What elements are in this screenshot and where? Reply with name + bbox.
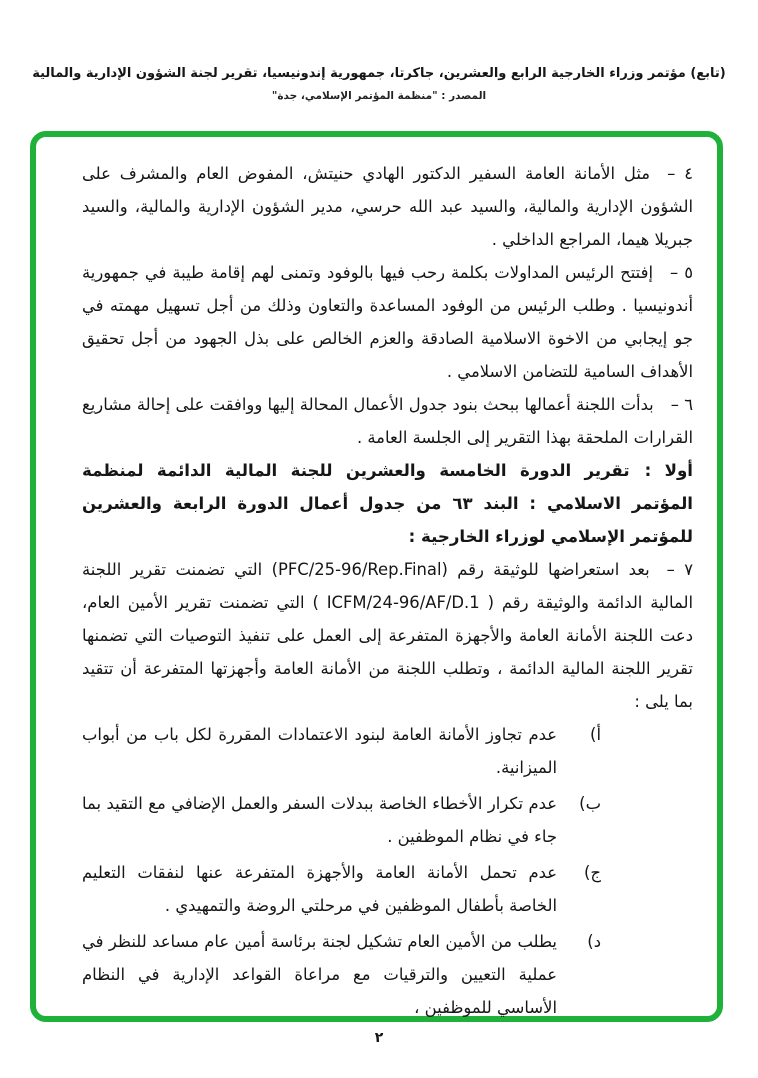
item-number: ٥ – [670, 263, 694, 282]
section-heading-text: تقرير الدورة الخامسة والعشرين للجنة المالية الدائمة لمنظمة المؤتمر الاسلامي : البند ٦٣ من جدول أعمال الدورة الرابعة والعشرين للمؤتمر الإسلامي لوزراء الخارجية : [82, 461, 693, 546]
subitem-text: عدم تكرار الأخطاء الخاصة ببدلات السفر والعمل الإضافي مع التقيد بما جاء في نظام الموظفين . [82, 794, 557, 846]
subitem-letter: ب) [579, 794, 601, 813]
subitem-text: عدم تجاوز الأمانة العامة لبنود الاعتمادات المقررة لكل باب من أبواب الميزانية. [82, 725, 557, 777]
numbered-item-7 [82, 553, 693, 718]
document-body [82, 157, 693, 1024]
subitem-b [82, 787, 601, 853]
item-text: إفتتح الرئيس المداولات بكلمة رحب فيها بالوفود وتمنى لهم إقامة طيبة في جمهورية أندونيسيا . وطلب الرئيس من الوفود المساعدة والتعاون وذلك من أجل تسهيل مهمته في جو إيجابي من الاخوة الاسلامية الصادقة والعزم الخالص على بذل الجهود من أجل تحقيق الأهداف السامية للتضامن الاسلامي . [82, 263, 693, 381]
section-heading-label: أولا : [644, 461, 693, 480]
subitem-a [82, 718, 601, 784]
subitem-c [82, 856, 601, 922]
subitem-letter: أ) [590, 725, 601, 744]
item-text: بعد استعراضها للوثيقة رقم ‎(PFC/25-96/Rep.Final)‎ التي تضمنت تقرير اللجنة المالية الدائمة والوثيقة رقم ‎( ICFM/24-96/AF/D.1 )‎ التي تضمنت تقرير الأمين العام، دعت اللجنة الأمانة العامة والأجهزة المتفرعة إلى العمل على تنفيذ التوصيات التي تضمنها تقرير اللجنة المالية الدائمة ، وتطلب اللجنة من الأمانة العامة وأجهزتها المتفرعة أن تتقيد بما يلى : [82, 560, 694, 711]
item-number: ٤ – [667, 164, 693, 183]
document-frame [30, 131, 723, 1022]
subitem-text: عدم تحمل الأمانة العامة والأجهزة المتفرعة عنها لنفقات التعليم الخاصة بأطفال الموظفين في مرحلتي الروضة والتمهيدي . [82, 863, 557, 915]
document-source: المصدر : "منظمة المؤتمر الإسلامي، جدة" [271, 90, 487, 102]
document-title: (تابع) مؤتمر وزراء الخارجية الرابع والعشرين، جاكرتا، جمهورية إندونيسيا، تقرير لجنة الشؤون الإدارية والمالية [32, 66, 726, 81]
item-text: مثل الأمانة العامة السفير الدكتور الهادي حنيتش، المفوض العام والمشرف على الشؤون الإدارية والمالية، والسيد عبد الله حرسي، مدير الشؤون الإدارية والمالية، والسيد جبريلا هيما، المراجع الداخلي . [82, 164, 693, 249]
subitem-d [82, 925, 601, 1024]
numbered-item-5 [82, 256, 693, 388]
item-text: بدأت اللجنة أعمالها ببحث بنود جدول الأعمال المحالة إليها ووافقت على إحالة مشاريع القرارات الملحقة بهذا التقرير إلى الجلسة العامة . [82, 395, 693, 447]
item-number: ٧ – [666, 560, 694, 579]
page-number: ٢ [374, 1030, 384, 1046]
numbered-item-4 [82, 157, 693, 256]
subitem-text: يطلب من الأمين العام تشكيل لجنة برئاسة أمين عام مساعد للنظر في عملية التعيين والترقيات مع مراعاة القواعد الإدارية في النظام الأساسي للموظفين ، [82, 932, 557, 1017]
subitem-letter: د) [587, 932, 601, 951]
page-header [0, 66, 758, 102]
subitem-letter: ج) [584, 863, 601, 882]
section-heading [82, 454, 693, 553]
item-number: ٦ – [670, 395, 694, 414]
numbered-item-6 [82, 388, 693, 454]
